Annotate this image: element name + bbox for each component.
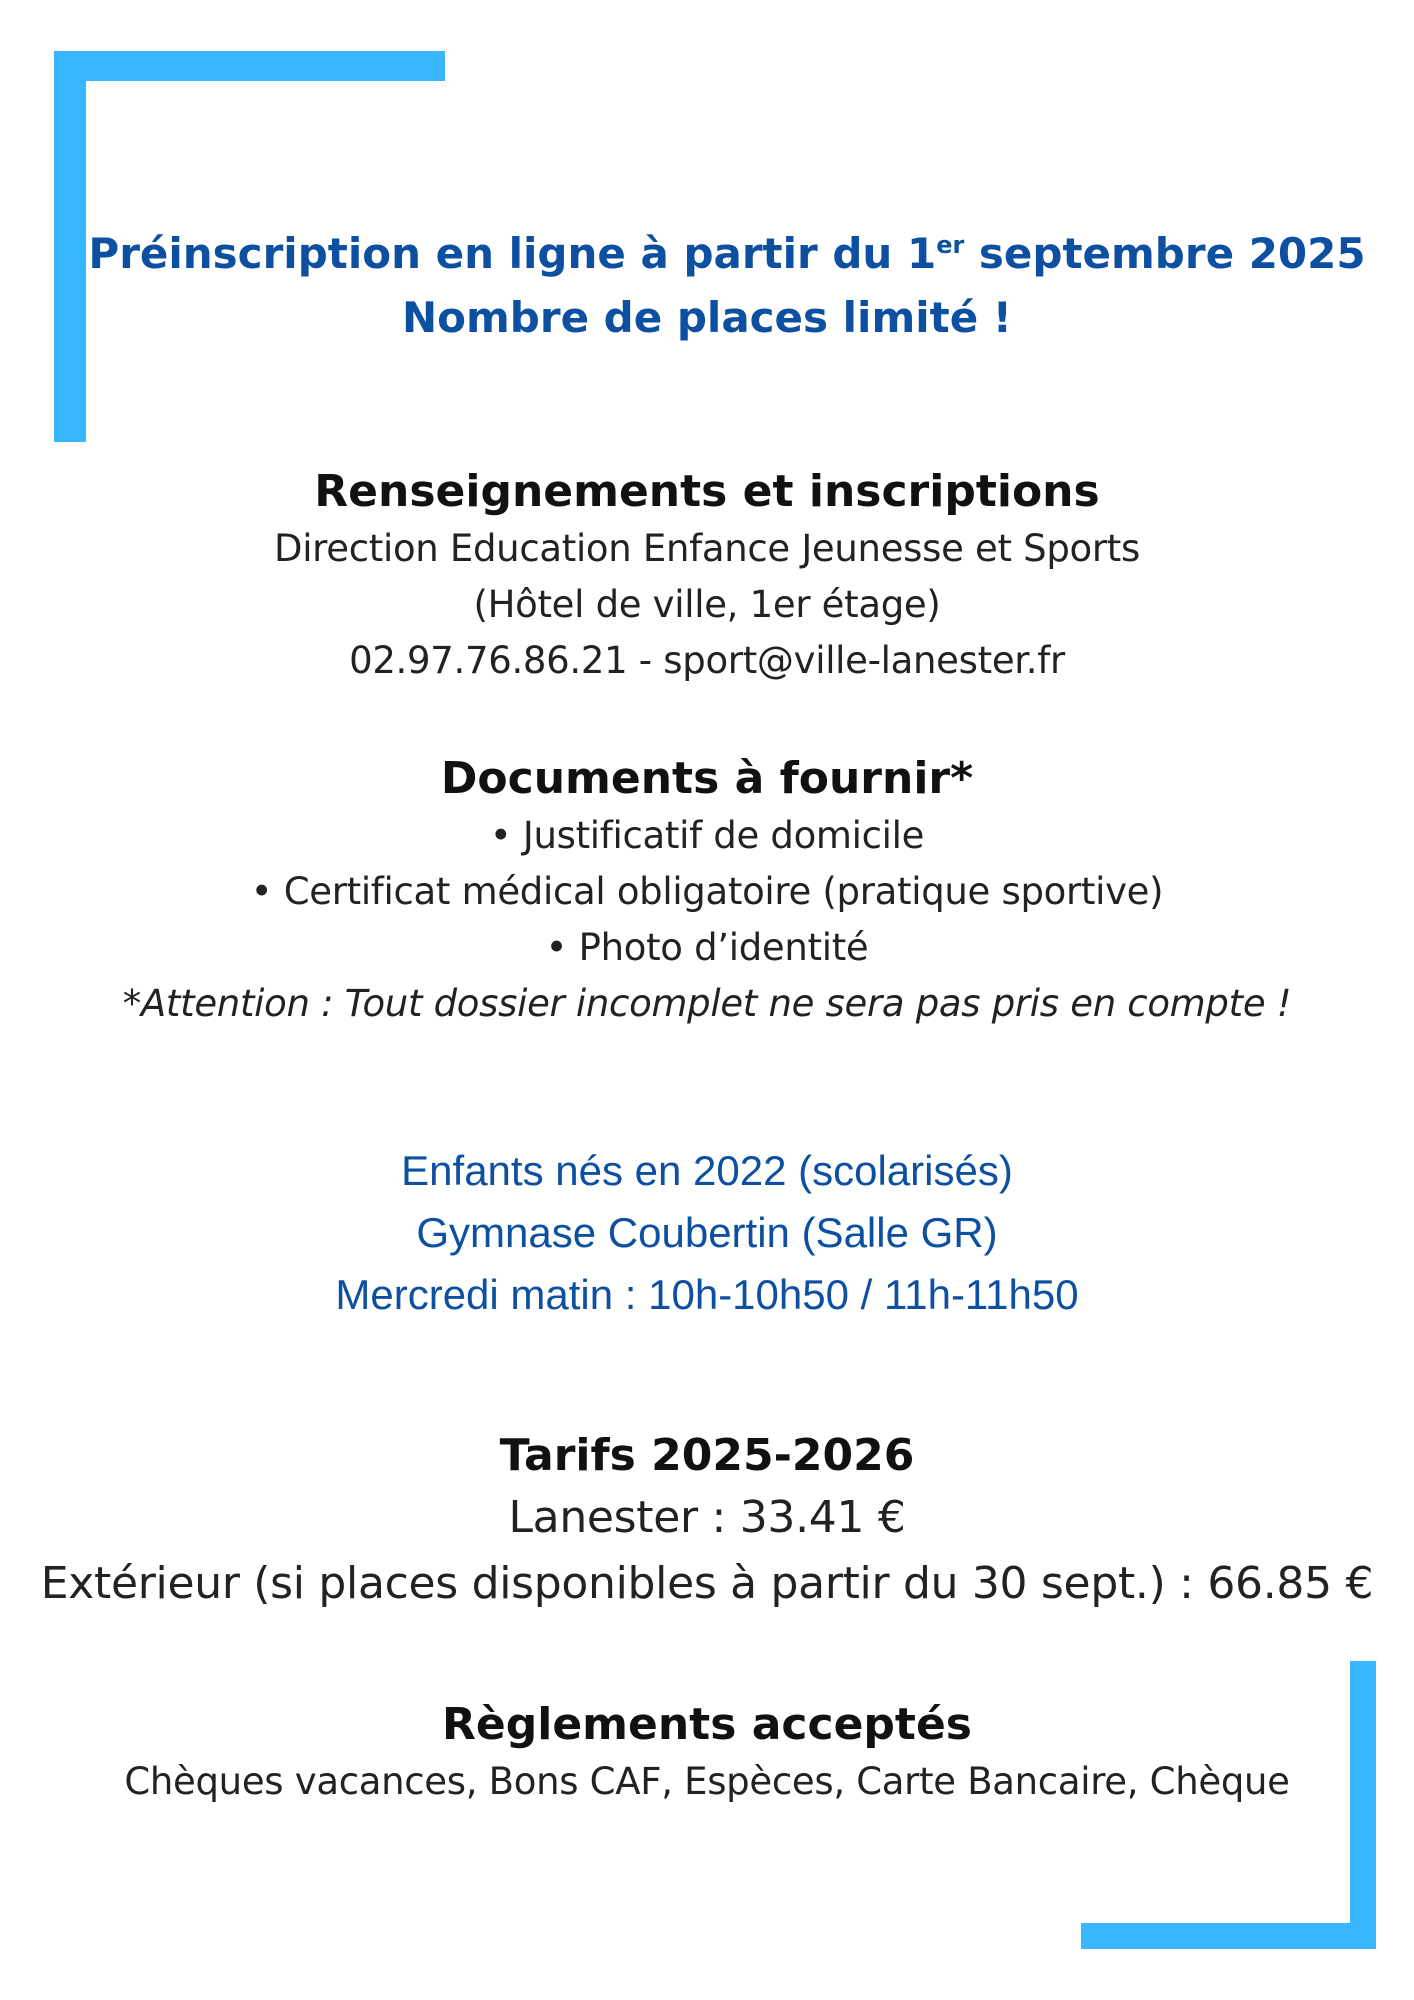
info-section bbox=[0, 463, 1414, 689]
documents-item: • Certificat médical obligatoire (pratique sportive) bbox=[250, 870, 1164, 913]
reglements-modes: Chèques vacances, Bons CAF, Espèces, Carte Bancaire, Chèque bbox=[124, 1760, 1290, 1803]
course-schedule: Mercredi matin : 10h-10h50 / 11h-11h50 bbox=[335, 1271, 1079, 1318]
announcement-line-2: Nombre de places limité ! bbox=[402, 293, 1012, 342]
announcement-superscript: er bbox=[936, 231, 965, 259]
documents-heading: Documents à fournir* bbox=[440, 753, 974, 804]
announcement-text-b: septembre 2025 bbox=[964, 229, 1366, 278]
reglements-section bbox=[0, 1696, 1414, 1810]
reglements-heading: Règlements acceptés bbox=[442, 1699, 972, 1750]
tarifs-section bbox=[0, 1427, 1414, 1617]
course-section bbox=[0, 1140, 1414, 1326]
corner-bracket-bottom-right-horizontal bbox=[1081, 1923, 1376, 1949]
announcement-line-1 bbox=[0, 222, 1414, 286]
tarifs-heading: Tarifs 2025-2026 bbox=[499, 1430, 915, 1481]
announcement-text-a: Préinscription en ligne à partir du 1 bbox=[88, 229, 937, 278]
documents-section bbox=[0, 750, 1414, 1032]
documents-item: • Justificatif de domicile bbox=[489, 814, 925, 857]
info-service: Direction Education Enfance Jeunesse et Sports bbox=[274, 527, 1140, 570]
tarif-exterieur: Extérieur (si places disponibles à partir du 30 sept.) : 66.85 € bbox=[40, 1558, 1374, 1609]
corner-bracket-top-left-horizontal bbox=[54, 51, 445, 81]
info-heading: Renseignements et inscriptions bbox=[314, 466, 1100, 517]
info-location: (Hôtel de ville, 1er étage) bbox=[473, 583, 941, 626]
info-contact: 02.97.76.86.21 - sport@ville-lanester.fr bbox=[349, 639, 1065, 682]
tarif-lanester: Lanester : 33.41 € bbox=[508, 1492, 906, 1543]
documents-item: • Photo d’identité bbox=[545, 926, 869, 969]
announcement bbox=[0, 222, 1414, 350]
course-place: Gymnase Coubertin (Salle GR) bbox=[416, 1209, 998, 1256]
documents-note: *Attention : Tout dossier incomplet ne sera pas pris en compte ! bbox=[122, 982, 1292, 1025]
course-age: Enfants nés en 2022 (scolarisés) bbox=[401, 1147, 1013, 1194]
